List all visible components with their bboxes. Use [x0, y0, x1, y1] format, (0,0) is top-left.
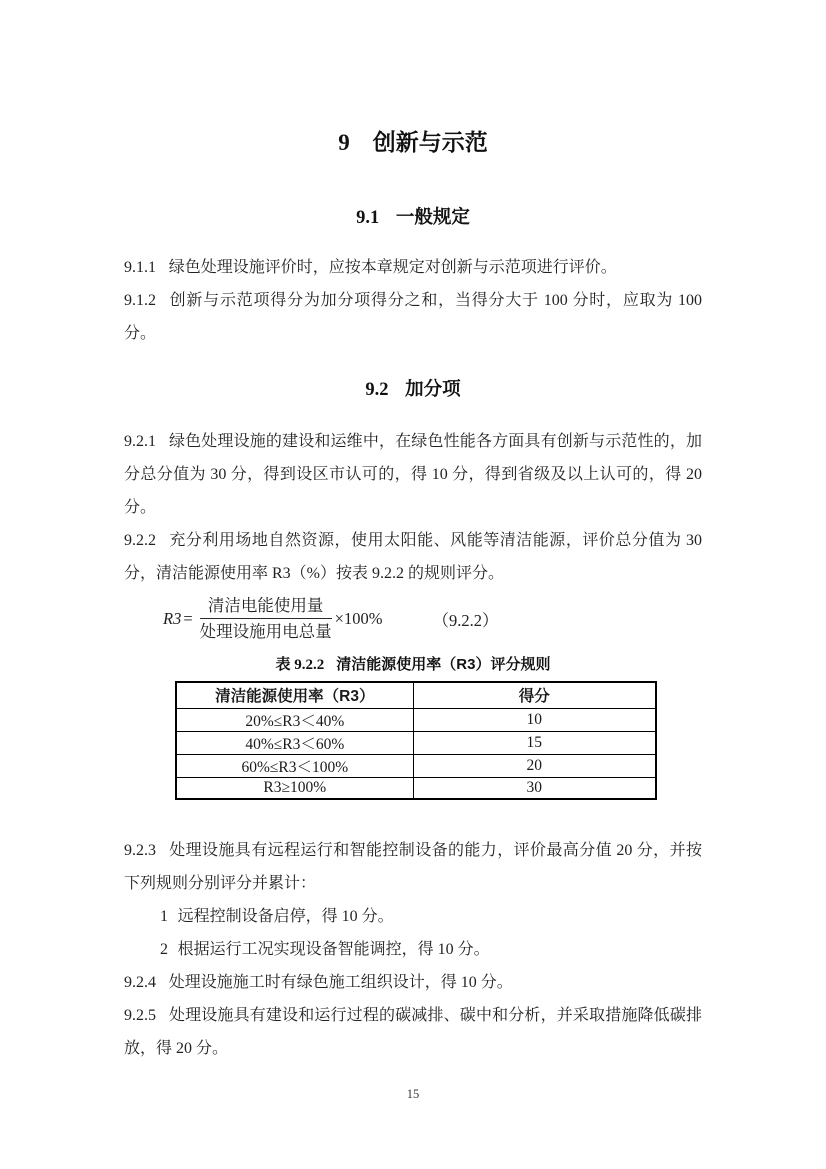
table-cell-score: 30 [413, 777, 656, 799]
formula-numerator: 清洁电能使用量 [200, 596, 332, 619]
section-heading-9-2 [124, 376, 702, 403]
clause-9-1-1-text: 绿色处理设施评价时，应按本章规定对创新与示范项进行评价。 [168, 259, 617, 276]
clause-9-1-2-text: 创新与示范项得分为加分项得分之和，当得分大于 100 分时，应取为 100 分。 [124, 292, 702, 342]
formula-multiplier: ×100% [334, 608, 383, 628]
clause-9-2-1-text: 绿色处理设施的建设和运维中，在绿色性能各方面具有创新与示范性的，加分总分值为 30 分，得到设区市认可的，得 10 分，得到省级及以上认可的，得 20 分。 [124, 433, 702, 516]
table-row [176, 754, 656, 777]
clause-9-1-2-number: 9.1.2 [124, 292, 156, 309]
clause-9-2-2 [124, 524, 702, 590]
list-item-2 [160, 933, 702, 966]
clause-9-2-4-text: 处理设施施工时有绿色施工组织设计，得 10 分。 [168, 974, 513, 991]
list-item-1-number: 1 [160, 908, 168, 925]
page-content [124, 0, 702, 1102]
table-cell-rate: R3≥100% [176, 777, 413, 799]
table-header-score: 得分 [413, 682, 656, 708]
table-caption-number: 表 9.2.2 [275, 657, 325, 673]
section-9-1-title: 一般规定 [395, 206, 470, 227]
table-caption [124, 655, 702, 675]
list-item-2-number: 2 [160, 941, 168, 958]
formula-fraction [200, 596, 332, 641]
clause-9-2-4 [124, 966, 702, 999]
section-9-2-number: 9.2 [365, 380, 389, 400]
page-number: 15 [406, 1087, 420, 1101]
table-cell-score: 15 [413, 731, 656, 754]
section-heading-9-1 [124, 204, 702, 231]
clause-9-2-3-text: 处理设施具有远程运行和智能控制设备的能力，评价最高分值 20 分，并按下列规则分别评分并累计： [124, 842, 702, 892]
score-table [175, 681, 657, 800]
clause-9-2-3-number: 9.2.3 [124, 842, 156, 859]
clause-9-2-5 [124, 999, 702, 1065]
table-cell-score: 10 [413, 708, 656, 731]
table-cell-rate: 40%≤R3＜60% [176, 731, 413, 754]
table-header-rate: 清洁能源使用率（R3） [176, 682, 413, 708]
clause-9-2-1-number: 9.2.1 [124, 433, 156, 450]
chapter-number: 9 [338, 130, 350, 155]
formula-equals-sign: = [183, 608, 193, 628]
table-header-row [176, 682, 656, 708]
chapter-title [124, 0, 702, 157]
clause-9-2-2-number: 9.2.2 [124, 532, 156, 549]
list-item-1 [160, 900, 702, 933]
section-9-2-title: 加分项 [405, 378, 461, 399]
clause-9-2-5-text: 处理设施具有建设和运行过程的碳减排、碳中和分析，并采取措施降低碳排放，得 20 分。 [124, 1007, 702, 1057]
clause-9-2-4-number: 9.2.4 [124, 974, 156, 991]
table-row [176, 708, 656, 731]
formula-denominator: 处理设施用电总量 [199, 622, 332, 641]
chapter-name: 创新与示范 [372, 129, 488, 155]
table-row [176, 777, 656, 799]
table-cell-rate: 60%≤R3＜100% [176, 754, 413, 777]
clause-9-2-2-text: 充分利用场地自然资源，使用太阳能、风能等清洁能源，评价总分值为 30 分，清洁能源使用率 R3（%）按表 9.2.2 的规则评分。 [124, 532, 702, 582]
table-caption-text: 清洁能源使用率（R3）评分规则 [336, 656, 551, 673]
section-9-1-number: 9.1 [356, 208, 380, 228]
table-cell-score: 20 [413, 754, 656, 777]
formula-9-2-2 [163, 596, 702, 641]
clause-9-1-2 [124, 284, 702, 350]
formula-variable: R3 [163, 608, 182, 628]
clause-9-2-3 [124, 834, 702, 900]
formula-equation-label: （9.2.2） [432, 610, 499, 630]
clause-9-1-1 [124, 251, 702, 284]
clause-9-2-1 [124, 425, 702, 524]
clause-9-2-5-number: 9.2.5 [124, 1007, 156, 1024]
table-cell-rate: 20%≤R3＜40% [176, 708, 413, 731]
table-row [176, 731, 656, 754]
clause-9-1-1-number: 9.1.1 [124, 259, 156, 276]
list-item-2-text: 根据运行工况实现设备智能调控，得 10 分。 [177, 941, 490, 958]
list-item-1-text: 远程控制设备启停，得 10 分。 [177, 908, 394, 925]
